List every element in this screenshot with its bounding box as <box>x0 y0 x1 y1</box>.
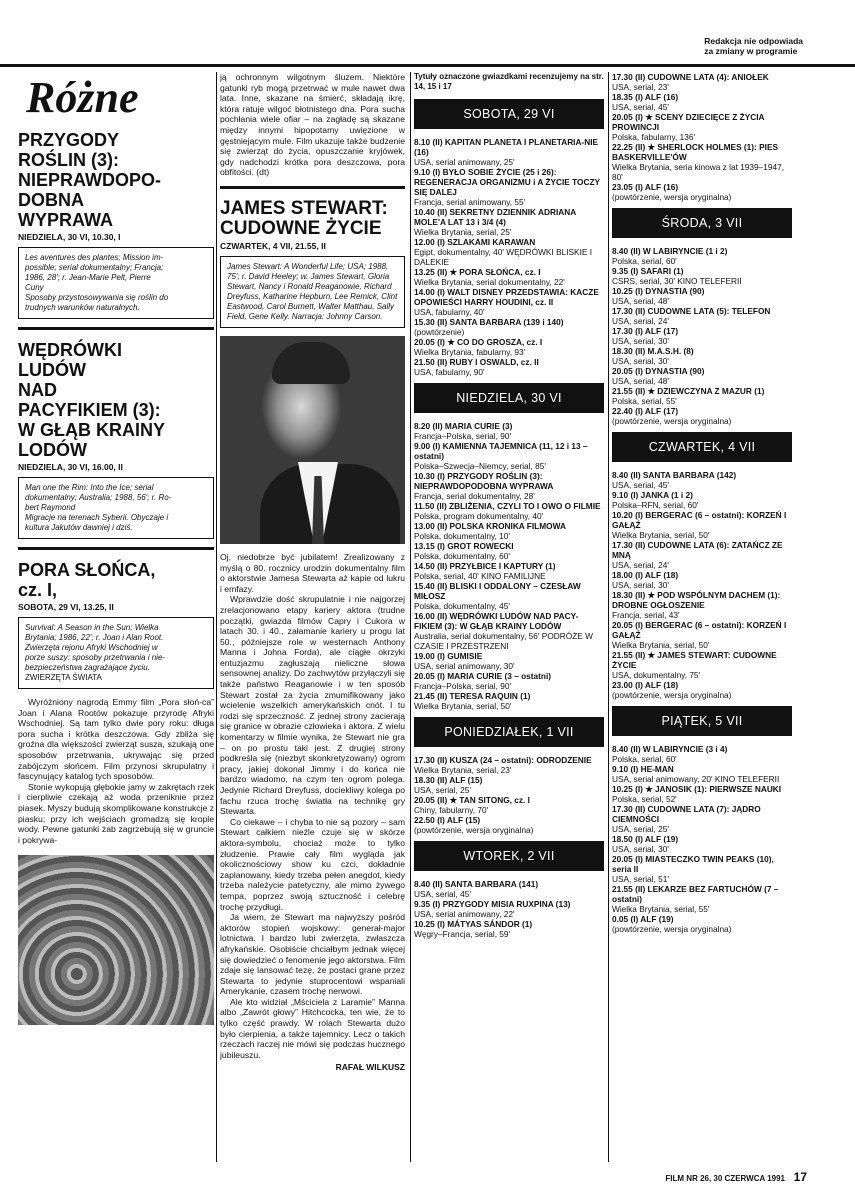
program-title: 20.05 (I) MIASTECZKO TWIN PEAKS (10), seria II <box>612 854 774 874</box>
program-title: 17.30 (II) CUDOWNE LATA (7): JĄDRO CIEMNOŚCI <box>612 804 761 824</box>
program-details: (powtórzenie, wersja oryginalna) <box>414 825 534 835</box>
column-divider <box>608 72 609 1162</box>
program-details: Francja–Polska, serial, 90' <box>414 681 512 691</box>
program-title: 13.25 (II) ★ PORA SŁOŃCA, cz. I <box>414 267 541 277</box>
program-entry <box>612 92 792 112</box>
program-entry <box>612 650 792 680</box>
program-details: Wielka Brytania, serial dokumentalny, 22' <box>414 277 565 287</box>
editorial-note: Redakcja nie odpowiada za zmiany w programie <box>704 36 803 56</box>
program-details: Wielka Brytania, serial, 23' <box>414 765 512 775</box>
program-entry <box>414 137 604 167</box>
article-title: JAMES STEWART: CUDOWNE ŻYCIE <box>220 197 388 239</box>
info-box: Man one the Rim: Into the Ice; serial dokumentalny; Australia; 1988, 56'; r. Ro- bert Raymond Migracje na terenach Syberii. Obyczaje i kultura Jakutów dawniej i dziś. <box>18 477 214 539</box>
program-title: 11.50 (II) ZBLIŻENIA, CZYLI TO I OWO O FILMIE <box>414 501 601 511</box>
program-title: 17.30 (I) ALF (17) <box>612 326 679 336</box>
program-title: 12.00 (I) SZLAKAMI KARAWAN <box>414 237 536 247</box>
article-body-continued: ją ochronnym wilgotnym śluzem. Niektóre gatunki ryb mogą przetrwać w mule nawet dwa lata. Inne, skazane na śmierć, składają ikrę, która ratuje wilgoć błotnistego dna. Pora sucha pochłania wiele ofiar – na zagładę są skazane między innymi hipopotamy uwięzione w gęstniejącym mule. Film ukazuje także budzenie się zwierząt do życia, opuszczanie kryjówek, gdy nadchodzi krótka pora deszczowa, pora obfitości. (dt) <box>220 72 405 178</box>
program-title: 10.30 (I) PRZYGODY ROŚLIN (3): NIEPRAWDOPODOBNA WYPRAWA <box>414 471 554 491</box>
program-entry <box>612 784 792 804</box>
program-entry <box>414 357 604 377</box>
program-entry <box>414 775 604 795</box>
program-title: 14.50 (II) PRZYŁBICE I KAPTURY (1) <box>414 561 556 571</box>
program-title: 18.30 (II) M.A.S.H. (8) <box>612 346 694 356</box>
program-title: 23.05 (I) ALF (16) <box>612 182 679 192</box>
program-entry <box>612 490 792 510</box>
program-title: 17.30 (II) CUDOWNE LATA (4): ANIOŁEK <box>612 72 769 82</box>
article-schedule: NIEDZIELA, 30 VI, 10.30, I <box>18 232 121 242</box>
program-entry <box>414 691 604 711</box>
program-entry <box>414 521 604 541</box>
program-entry <box>612 884 792 914</box>
program-details: USA, serial, 30' <box>612 336 669 346</box>
program-details: (powtórzenie, wersja oryginalna) <box>612 192 732 202</box>
program-title: 18.35 (I) ALF (16) <box>612 92 679 102</box>
program-details: Polska, serial, 52' <box>612 794 677 804</box>
program-title: 8.20 (II) MARIA CURIE (3) <box>414 421 513 431</box>
program-entry <box>414 541 604 561</box>
program-title: 9.10 (I) JANKA (1 i 2) <box>612 490 693 500</box>
program-entry <box>612 286 792 306</box>
separator <box>220 186 405 189</box>
program-title: 13.15 (I) GROT ROWECKI <box>414 541 514 551</box>
program-entry <box>414 815 604 835</box>
program-entry <box>612 590 792 620</box>
program-entry <box>612 510 792 540</box>
program-details: USA, serial, 23' <box>612 82 669 92</box>
program-entry <box>612 744 792 764</box>
program-details: Polska, serial, 40' KINO FAMILIJNE <box>414 571 546 581</box>
program-details: Wielka Brytania, serial, 50' <box>414 701 512 711</box>
program-entry <box>414 581 604 611</box>
program-entry <box>612 72 792 92</box>
program-entry <box>612 620 792 650</box>
program-details: CSRS, serial, 30' KINO TELEFERII <box>612 276 742 286</box>
page-number: 17 <box>793 1170 807 1184</box>
program-title: 8.40 (II) SANTA BARBARA (142) <box>612 470 737 480</box>
program-entry <box>612 266 792 286</box>
program-details: Polska, dokumentalny, 10' <box>414 531 510 541</box>
article-title: WĘDRÓWKI LUDÓW NAD PACYFIKIEM (3): W GŁĄB KRAINY LODÓW <box>18 340 165 460</box>
program-entry <box>414 237 604 267</box>
program-title: 18.30 (II) ★ POD WSPÓLNYM DACHEM (1): DROBNE OGŁOSZENIE <box>612 590 781 610</box>
program-details: Węgry–Francja, serial, 59' <box>414 929 511 939</box>
program-title: 8.40 (II) W LABIRYNCIE (3 i 4) <box>612 744 728 754</box>
program-title: 18.00 (I) ALF (18) <box>612 570 679 580</box>
program-details: USA, fabularny, 90' <box>414 367 485 377</box>
program-entry <box>414 441 604 471</box>
program-details: USA, serial, 24' <box>612 560 669 570</box>
program-entry <box>612 540 792 570</box>
program-entry <box>414 879 604 899</box>
program-details: Francja, serial dokumentalny, 28' <box>414 491 535 501</box>
program-entry <box>414 501 604 521</box>
program-details: USA, serial, 25' <box>612 824 669 834</box>
program-entry <box>612 764 792 784</box>
program-details: Wielka Brytania, serial, 50' <box>612 530 710 540</box>
program-details: Wielka Brytania, fabularny, 93' <box>414 347 526 357</box>
program-entry <box>612 306 792 326</box>
program-title: 22.25 (II) ★ SHERLOCK HOLMES (1): PIES BASKERVILLE'ÓW <box>612 142 779 162</box>
program-details: (powtórzenie, wersja oryginalna) <box>612 924 732 934</box>
article-body: Oj, niedobrze być jubilatem! Zrealizowany z myślą o 80. rocznicy urodzin dokumentalny film o aktorstwie Jamesa Stewarta aż kapie od lukru i emfazy. Wprawdzie dość skrupulatnie i nie najgorzej zrelacjonowano etapy kariery aktora (trudne początki, gwiazda filmów Capry i Cukora w latach 30. i 40., załamanie kariery u progu lat 50., późniejsze role w westernach Anthony Manna i Johna Forda), ale ciągłe okrzyki entuzjazmu zagłuszają nieliczne słowa sensownej analizy. Do zachwytów przyłączyli się także państwo Reaganowie i w ten sposób Stewart został za życia zmumifikowany jako wcielenie wszelkich amerykańskich cnót. I tu rodzi się sprzeczność. Z jednej strony zacierają się granice w obrazie człowieka i aktora. Z wielu komentarzy w filmie wynika, że Stewart nie gra – on po prostu taki jest. Z drugiej strony podkreśla się (niezbyt skonkretyzowany) ogrom pracy, jakiej dokonał Jimmy i do końca nie bardzo wiadomo, na czym ten ogrom polega. Jedynie Richard Dreyfuss, dociekliwy kolega po fachu rzuca trochę światła na technikę gry Stewarta. Co ciekawe – i chyba to nie są pozory – sam Stewart całkiem nieźle czuje się w skórze aktora-symbolu, chociaż może to tylko złudzenie. Prawie cały film wygląda jak okolicznościowy show ku czci, dokładnie zaplanowany, kiedy trzeba pełen anegdot, kiedy trzeba należycie patetyczny, ale mimo żywego tempa, poprzez swoją sztuczność i celebrę trochę przydługi. Ja wiem, że Stewart ma najwyższy pośród aktorów stopień wojskowy: generał-major lotnictwa. I bardzo lubi zwierzęta, zwłaszcza afrykańskie. Osobiście chciałbym jednak więcej się dowiedzieć o fenomenie jego aktorstwa. Film zdaje się lansować tezę, że postaci grane przez Stewarta to jedynie stuprocentowi wspaniali Amerykanie, czasem trochę nerwowi. Ale kto widział „Mściciela z Laramie” Manna albo „Zawrót głowy” Hitchcocka, ten wie, że to tylko część prawdy. W rolach Stewarta dużo było cierpienia, a także tajemnicy. Lecz o takich rzeczach raczej nie mówi się podczas hucznego jubileuszu. <box>220 551 405 1060</box>
column-schedule-1 <box>414 72 604 1162</box>
program-entry <box>612 680 792 700</box>
program-title: 9.00 (I) KAMIENNA TAJEMNICA (11, 12 i 13 – ostatni) <box>414 441 588 461</box>
program-entry <box>612 326 792 346</box>
program-title: 10.25 (I) ★ JANOSIK (1): PIERWSZE NAUKI <box>612 784 782 794</box>
james-stewart-photo <box>220 336 405 544</box>
program-title: 20.05 (I) MARIA CURIE (3 – ostatni) <box>414 671 552 681</box>
column-rozne <box>18 72 214 1162</box>
program-title: 10.25 (I) DYNASTIA (90) <box>612 286 705 296</box>
program-title: 21.50 (II) RUBY I OSWALD, cz. II <box>414 357 539 367</box>
program-entry <box>612 854 792 884</box>
separator <box>18 327 214 330</box>
top-rule <box>0 64 855 67</box>
program-title: 15.30 (II) SANTA BARBARA (139 i 140) <box>414 317 564 327</box>
day-header: PONIEDZIAŁEK, 1 VII <box>414 717 604 747</box>
info-box: Survival: A Season in the Sun; Wielka Brytania; 1986, 22'; r. Joan i Alan Root. Zwierzęta rejonu Afryki Wschodniej w porze suszy: sposoby przetrwania i nie- bezpieczeństwa zagrażające życiu. ZWIERZĘTA ŚWIATA <box>18 617 214 689</box>
article-schedule: SOBOTA, 29 VI, 13.25, II <box>18 602 114 612</box>
program-details: Wielka Brytania, serial, 50' <box>612 640 710 650</box>
program-entry <box>612 804 792 834</box>
program-entry <box>414 755 604 775</box>
program-details: Chiny, fabularny, 70' <box>414 805 489 815</box>
column-schedule-2 <box>612 72 792 1162</box>
program-entry <box>414 899 604 919</box>
program-title: 21.45 (II) TERESA RAQUIN (1) <box>414 691 531 701</box>
program-title: 16.00 (II) WĘDRÓWKI LUDÓW NAD PACY-FIKIEM (3): W GŁĄB KRAINY LODÓW <box>414 611 579 631</box>
schedule-note: Tytuły oznaczone gwiazdkami recenzujemy na str. 14, 15 i 17 <box>414 72 604 91</box>
program-details: USA, serial, 48' <box>612 376 669 386</box>
animals-photo <box>18 855 214 1025</box>
program-details: Francja–Polska, serial, 90' <box>414 431 512 441</box>
program-title: 0.05 (I) ALF (19) <box>612 914 674 924</box>
program-details: USA, dokumentalny, 75' <box>612 670 701 680</box>
program-entry <box>414 317 604 337</box>
program-entry <box>414 561 604 581</box>
program-details: Polska–RFN, serial, 60' <box>612 500 699 510</box>
program-title: 9.10 (I) BYŁO SOBIE ŻYCIE (25 i 26): REGENERACJA ORGANIZMU i A ŻYCIE TOCZY SIĘ DALEJ <box>414 167 600 197</box>
program-entry <box>612 246 792 266</box>
program-title: 23.00 (I) ALF (18) <box>612 680 679 690</box>
program-details: Polska–Szwecja–Niemcy, serial, 85' <box>414 461 546 471</box>
program-details: USA, serial, 45' <box>414 889 471 899</box>
program-details: Wielka Brytania, serial, 55' <box>612 904 710 914</box>
separator <box>18 547 214 550</box>
program-details: USA, serial animowany, 25' <box>414 157 515 167</box>
program-details: Francja, serial, 43' <box>612 610 680 620</box>
program-details: USA, fabularny, 40' <box>414 307 485 317</box>
program-title: 20.05 (I) ★ CO DO GROSZA, cz. I <box>414 337 543 347</box>
program-entry <box>414 421 604 441</box>
day-header: PIĄTEK, 5 VII <box>612 706 792 736</box>
program-entry <box>612 914 792 934</box>
program-title: 18.30 (II) ALF (15) <box>414 775 483 785</box>
article-wedrowki-ludow <box>18 340 214 539</box>
program-details: USA, serial, 25' <box>414 785 471 795</box>
program-title: 18.50 (I) ALF (19) <box>612 834 679 844</box>
program-entry <box>612 112 792 142</box>
program-details: Polska, dokumentalny, 60' <box>414 551 510 561</box>
program-details: USA, serial, 24' <box>612 316 669 326</box>
program-entry <box>612 182 792 202</box>
program-title: 10.40 (II) SEKRETNY DZIENNIK ADRIANA MOLE'A LAT 13 i 3/4 (4) <box>414 207 576 227</box>
program-details: USA, serial, 45' <box>612 480 669 490</box>
article-przygody-roslin <box>18 130 214 319</box>
column-divider <box>410 72 411 1162</box>
program-details: USA, serial animowany, 30' <box>414 661 515 671</box>
program-details: Wielka Brytania, seria kinowa z lat 1939–1947, 80' <box>612 162 785 182</box>
program-title: 9.10 (I) HE-MAN <box>612 764 674 774</box>
program-details: Polska, serial, 60' <box>612 256 677 266</box>
article-pora-slonca <box>18 560 214 1025</box>
program-details: USA, serial animowany, 20' KINO TELEFERII <box>612 774 780 784</box>
program-details: USA, serial, 30' <box>612 844 669 854</box>
program-title: 8.10 (II) KAPITAN PLANETA I PLANETARIA-NIE (16) <box>414 137 599 157</box>
program-details: Francja, serial animowany, 55' <box>414 197 526 207</box>
article-body: Wyróżniony nagrodą Emmy film „Pora słoń-ca” Joan i Alana Rootów pokazuje przyrodę Afryki Wschodniej. Są tam tylko dwie pory roku: długa pora sucha i krótka deszczowa. Gdy zbliża się groźna dla większości zwierząt susza, szukają one sposobów przetrwania, ukrywając się przed zabójczym słońcem. Film przynosi skrupulatny i fascynujący katalog tych sposobów. Stonie wykopują głębokie jamy w zakrętach rzek i cierpliwie czekają aż woda przeniknie przez piasek. Myszy budują skomplikowane konstrukcje z piasku; przy ich wejściach gromadzą się krople wody. Pewne gatunki żab zagrzebują się w gruncie i pokrywa- <box>18 697 214 845</box>
info-box: James Stewart: A Wonderful Life; USA; 1988, 75'; r. David Heeley; w. James Stewart, Gloria Stewart, Nancy i Ronald Reaganowie, Richard Dreyfuss, Katharine Hepburn, Lee Remick, Clint Eastwood, Carol Burnett, Walter Matthau, Sally Field, Gene Kelly. Narracja: Johnny Carson. <box>220 256 405 328</box>
program-title: 21.55 (II) ★ JAMES STEWART: CUDOWNE ŻYCIE <box>612 650 777 670</box>
day-header: NIEDZIELA, 30 VI <box>414 383 604 413</box>
program-entry <box>414 167 604 207</box>
program-title: 17.30 (II) KUSZA (24 – ostatni): ODRODZENIE <box>414 755 592 765</box>
program-entry <box>414 795 604 815</box>
column-stewart <box>220 72 405 1162</box>
program-entry <box>414 671 604 691</box>
program-title: 20.05 (I) ★ SCENY DZIECIĘCE Z ŻYCIA PROWINCJI <box>612 112 765 132</box>
article-schedule: NIEDZIELA, 30 VI, 16.00, II <box>18 462 123 472</box>
day-header: ŚRODA, 3 VII <box>612 208 792 238</box>
program-entry <box>414 267 604 287</box>
program-details: Polska, program dokumentalny, 40' <box>414 511 544 521</box>
program-details: (powtórzenie) <box>414 327 465 337</box>
issue-footer: FILM NR 26, 30 CZERWCA 1991 <box>665 1174 785 1183</box>
program-details: (powtórzenie, wersja oryginalna) <box>612 690 732 700</box>
program-entry <box>414 651 604 671</box>
program-details: USA, serial, 30' <box>612 356 669 366</box>
program-entry <box>414 611 604 651</box>
article-title: PORA SŁOŃCA, cz. I, <box>18 560 156 600</box>
program-entry <box>414 919 604 939</box>
program-title: 21.55 (II) LEKARZE BEZ FARTUCHÓW (7 – ostatni) <box>612 884 779 904</box>
program-details: Polska, dokumentalny, 45' <box>414 601 510 611</box>
program-entry <box>612 346 792 366</box>
program-title: 21.55 (II) ★ DZIEWCZYNA Z MAZUR (1) <box>612 386 765 396</box>
program-title: 14.00 (I) WALT DISNEY PRZEDSTAWIA: KACZE OPOWIEŚCI HARRY HOUDINI, cz. II <box>414 287 599 307</box>
program-entry <box>414 287 604 317</box>
program-title: 22.50 (I) ALF (15) <box>414 815 481 825</box>
program-details: USA, serial, 48' <box>612 296 669 306</box>
program-title: 10.25 (I) MÁTYAS SÁNDOR (1) <box>414 919 533 929</box>
program-title: 20.05 (I) BERGERAC (6 – ostatni): KORZEŃ I GAŁĄŹ <box>612 620 787 640</box>
program-entry <box>414 337 604 357</box>
program-title: 15.40 (II) BLISKI I ODDALONY – CZESŁAW MIŁOSZ <box>414 581 581 601</box>
program-title: 9.35 (I) SAFARI (1) <box>612 266 684 276</box>
program-details: Wielka Brytania, serial, 25' <box>414 227 512 237</box>
program-title: 20.05 (II) ★ TAN SITONG, cz. I <box>414 795 530 805</box>
program-title: 17.30 (II) CUDOWNE LATA (5): TELEFON <box>612 306 771 316</box>
program-entry <box>612 366 792 386</box>
column-divider <box>216 72 217 1162</box>
program-title: 8.40 (II) W LABIRYNCIE (1 i 2) <box>612 246 728 256</box>
day-header: SOBOTA, 29 VI <box>414 99 604 129</box>
program-title: 17.30 (II) CUDOWNE LATA (6): ZATAŃCZ ZE MNĄ <box>612 540 783 560</box>
section-title: Różne <box>26 73 139 122</box>
program-entry <box>612 834 792 854</box>
program-title: 22.40 (I) ALF (17) <box>612 406 679 416</box>
program-details: Australia, serial dokumentalny, 56' PODRÓŻE W CZASIE I PRZESTRZENI <box>414 631 593 651</box>
program-title: 19.00 (I) GUMISIE <box>414 651 483 661</box>
program-entry <box>612 570 792 590</box>
program-entry <box>612 470 792 490</box>
program-details: (powtórzenie, wersja oryginalna) <box>612 416 732 426</box>
program-title: 9.35 (I) PRZYGODY MISIA RUXPINA (13) <box>414 899 571 909</box>
program-title: 8.40 (II) SANTA BARBARA (141) <box>414 879 539 889</box>
info-box: Les aventures des plantes; Mission im- possible; serial dokumentalny; Francja; 1986, 28'; r. Jean-Marie Pelt, Pierre Cuny Sposoby przystosowywania się roślin do trudnych warunków naturalnych. <box>18 247 214 319</box>
program-details: Polska, serial, 55' <box>612 396 677 406</box>
program-details: USA, serial animowany, 22' <box>414 909 515 919</box>
program-title: 20.05 (I) DYNASTIA (90) <box>612 366 705 376</box>
program-entry <box>612 386 792 406</box>
program-details: Polska, serial, 60' <box>612 754 677 764</box>
day-header: WTOREK, 2 VII <box>414 841 604 871</box>
program-details: USA, serial, 45' <box>612 102 669 112</box>
author-signature: RAFAŁ WILKUSZ <box>335 1062 405 1073</box>
program-entry <box>414 471 604 501</box>
program-title: 10.20 (I) BERGERAC (6 – ostatni): KORZEŃ I GAŁĄŹ <box>612 510 787 530</box>
program-details: Egipt, dokumentalny, 40' WĘDRÓWKI BLISKIE I DALEKIE <box>414 247 593 267</box>
program-entry <box>612 142 792 182</box>
day-header: CZWARTEK, 4 VII <box>612 432 792 462</box>
program-entry <box>612 406 792 426</box>
article-title: PRZYGODY ROŚLIN (3): NIEPRAWDOPO- DOBNA WYPRAWA <box>18 130 162 230</box>
article-schedule: CZWARTEK, 4 VII, 21.55, II <box>220 240 326 251</box>
program-entry <box>414 207 604 237</box>
program-details: Polska, fabularny, 136' <box>612 132 696 142</box>
program-details: USA, serial, 51' <box>612 874 669 884</box>
program-title: 13.00 (II) POLSKA KRONIKA FILMOWA <box>414 521 566 531</box>
program-details: USA, serial, 30' <box>612 580 669 590</box>
